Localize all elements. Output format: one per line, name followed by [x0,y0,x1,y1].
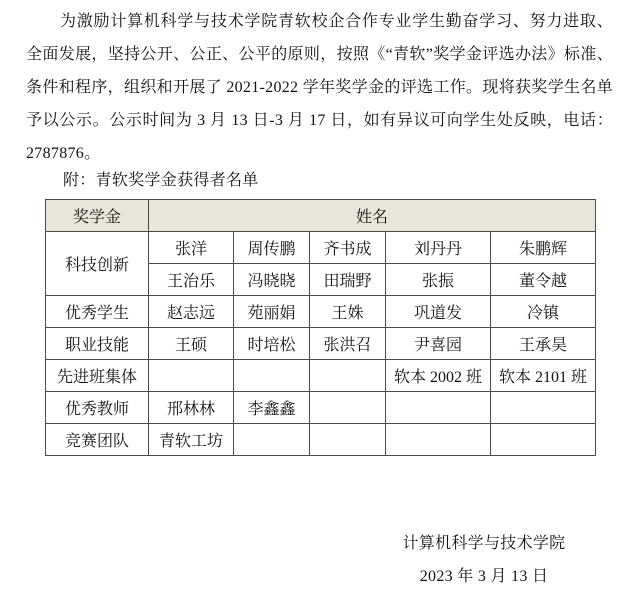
name-cell: 朱鹏辉 [491,232,596,264]
name-cell: 齐书成 [310,232,386,264]
name-cell [310,424,386,456]
name-cell: 田瑞野 [310,264,386,296]
table-row [46,328,596,360]
name-cell: 王治乐 [149,264,234,296]
name-cell: 张洪召 [310,328,386,360]
signature-block [384,527,584,593]
table-row [46,232,596,264]
name-cell: 冷镇 [491,296,596,328]
name-cell: 王承昊 [491,328,596,360]
name-cell: 时培松 [234,328,310,360]
attachment-line: 附：青软奖学金获得者名单 [63,172,259,189]
name-cell [310,360,386,392]
category-cell: 优秀教师 [46,392,149,424]
name-cell [234,424,310,456]
signature-date: 2023 年 3 月 13 日 [419,568,549,585]
category-cell: 职业技能 [46,328,149,360]
category-cell: 优秀学生 [46,296,149,328]
name-cell: 张振 [386,264,491,296]
category-cell: 科技创新 [46,232,149,296]
table-row [46,360,596,392]
name-cell [149,360,234,392]
name-cell: 刘丹丹 [386,232,491,264]
name-cell [386,392,491,424]
name-cell: 软本 2002 班 [386,360,491,392]
name-cell [310,392,386,424]
name-cell: 王硕 [149,328,234,360]
name-cell [386,424,491,456]
name-cell: 巩道发 [386,296,491,328]
name-cell: 王姝 [310,296,386,328]
name-cell: 赵志远 [149,296,234,328]
header-cell-scholarship: 奖学金 [46,200,149,232]
table-row [46,296,596,328]
category-cell: 先进班集体 [46,360,149,392]
announcement-paragraph: 为激励计算机科学与技术学院青软校企合作专业学生勤奋学习、努力进取、全面发展，坚持公开、公正、公平的原则，按照《“青软”奖学金评选办法》标准、条件和程序，组织和开展了 2021-2022 学年奖学金的评选工作。现将获奖学生名单予以公示。公示时间为 3 月 13 日-3 月 17 日，如有异议可向学生处反映，电话：2787876。 [26,13,613,162]
category-cell: 竞赛团队 [46,424,149,456]
name-cell: 周传鹏 [234,232,310,264]
name-cell [491,392,596,424]
name-cell: 冯晓晓 [234,264,310,296]
name-cell: 董令越 [491,264,596,296]
name-cell: 软本 2101 班 [491,360,596,392]
name-cell: 李鑫鑫 [234,392,310,424]
table-row [46,424,596,456]
name-cell: 苑丽娟 [234,296,310,328]
table-header-row [46,200,596,232]
name-cell: 张洋 [149,232,234,264]
header-cell-name: 姓名 [149,200,596,232]
scholarship-table [45,199,596,456]
name-cell: 青软工坊 [149,424,234,456]
table-row [46,392,596,424]
name-cell [234,360,310,392]
name-cell [491,424,596,456]
name-cell: 尹喜园 [386,328,491,360]
name-cell: 邢林林 [149,392,234,424]
signature-org: 计算机科学与技术学院 [402,535,566,552]
